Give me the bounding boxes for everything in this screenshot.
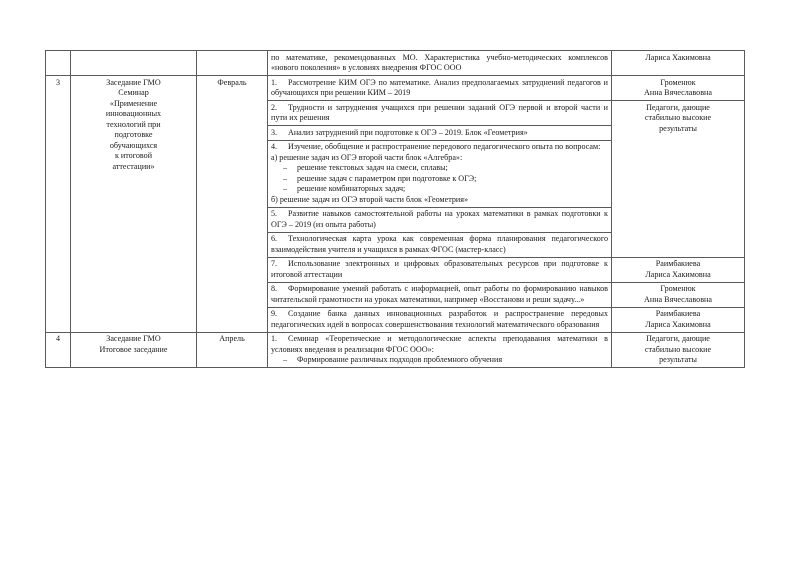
- cell-content: [268, 101, 612, 126]
- theme-line: к итоговой: [114, 151, 153, 161]
- bullet-text: решение текстовых задач на смеси, сплавы;: [297, 163, 448, 173]
- item-text: Трудности и затруднения учащихся при решении заданий ОГЭ первой и второй части и пути их решения: [271, 102, 608, 123]
- theme-line: аттестации»: [112, 161, 155, 171]
- cell-content: [268, 76, 612, 101]
- responsible-name: Лариса Хакимовна: [645, 269, 711, 279]
- dash-icon: –: [283, 173, 288, 183]
- content-paragraph: [271, 234, 608, 255]
- content-paragraph: [271, 142, 608, 153]
- cell-content: [268, 126, 612, 141]
- row-number: 4: [55, 334, 61, 344]
- content-paragraph: [271, 309, 608, 330]
- cell-content: [268, 232, 612, 257]
- responsible-name: результаты: [659, 355, 697, 365]
- responsible-name: Анна Вячеславовна: [644, 88, 712, 98]
- content-bullet: [283, 163, 608, 174]
- content-paragraph: [271, 103, 608, 124]
- table-row: [46, 332, 745, 368]
- responsible-name: Лариса Хакимовна: [645, 319, 711, 329]
- responsible-name: стабильно высокие: [644, 344, 712, 354]
- cell-responsible: [612, 257, 745, 282]
- item-number: 1.: [271, 334, 278, 344]
- bullet-text: решение задач с параметром при подготовке к ОГЭ;: [297, 173, 477, 183]
- item-number: 7.: [271, 259, 278, 269]
- theme-line: инновационных: [105, 109, 162, 119]
- cell-month: [197, 332, 268, 368]
- cell-content: [268, 332, 612, 368]
- cell-responsible: [612, 307, 745, 332]
- cell-content: [268, 140, 612, 207]
- content-bullet: [283, 173, 608, 185]
- row-number: 3: [55, 77, 61, 87]
- content-paragraph: [271, 259, 608, 280]
- bullet-text: решение комбинаторных задач;: [297, 184, 406, 194]
- content-paragraph: по математике, рекомендованных МО. Характеристика учебно-методических комплексов «нового поколения» в условиях внедрения ФГОС ООО: [271, 52, 608, 73]
- theme-line: подготовке: [114, 130, 153, 140]
- cell-responsible: [612, 101, 745, 258]
- item-text: Семинар «Теоретические и методологические аспекты преподавания математики в условиях введения и реализации ФГОС ООО»:: [271, 334, 608, 354]
- cell-theme: [71, 76, 197, 333]
- cell-content: [268, 307, 612, 332]
- responsible-name: Педагоги, дающие: [646, 102, 710, 112]
- content-subitem-a: а) решение задач из ОГЭ второй части блок «Алгебра»:: [271, 152, 463, 162]
- cell-responsible: [612, 51, 745, 76]
- month-label: Февраль: [217, 77, 247, 87]
- responsible-name: Раимбакиева: [655, 259, 701, 269]
- responsible-name: Громенюк: [660, 77, 696, 87]
- item-text: Использование электронных и цифровых образовательных ресурсов при подготовке к итоговой аттестации: [271, 259, 608, 279]
- content-paragraph: [271, 334, 608, 355]
- item-number: 4.: [271, 142, 278, 152]
- item-text: Изучение, обобщение и распространение передового педагогического опыта по вопросам:: [288, 142, 601, 152]
- item-number: 1.: [271, 77, 278, 87]
- responsible-name: Лариса Хакимовна: [645, 52, 711, 62]
- item-text: Технологическая карта урока как современная форма планирования педагогического взаимодействия учителя и учащихся в рамках ФГОС (мастер-класс): [271, 234, 608, 254]
- work-plan-table: [45, 50, 745, 368]
- cell-responsible: [612, 332, 745, 368]
- theme-line: «Применение: [109, 98, 158, 108]
- dash-icon: –: [283, 163, 288, 173]
- cell-content: [268, 257, 612, 282]
- item-text: Анализ затруднений при подготовке к ОГЭ – 2019. Блок «Геометрия»: [288, 127, 528, 137]
- cell-content: [268, 51, 612, 76]
- table-row: [46, 51, 745, 76]
- theme-line: технологий при: [106, 119, 161, 129]
- theme-line: Итоговое заседание: [99, 344, 168, 354]
- cell-month: [197, 51, 268, 76]
- dash-icon: –: [283, 184, 288, 194]
- content-bullet: [283, 355, 608, 366]
- content-paragraph: [271, 78, 608, 99]
- responsible-name: Анна Вячеславовна: [644, 294, 712, 304]
- item-text: Формирование умений работать с информацией, опыт работы по формированию навыков читательской грамотности на уроках математики, например «Восстанови и реши задачу...»: [271, 284, 608, 304]
- item-text: Рассмотрение КИМ ОГЭ по математике. Анализ предполагаемых затруднений педагогов и обучающихся при решении КИМ – 2019: [271, 77, 608, 98]
- responsible-name: результаты: [659, 123, 697, 133]
- content-paragraph: [271, 128, 608, 139]
- cell-responsible: [612, 282, 745, 307]
- responsible-name: стабильно высокие: [644, 113, 712, 123]
- item-number: 8.: [271, 284, 278, 294]
- cell-number: [46, 332, 71, 368]
- month-label: Апрель: [219, 334, 245, 344]
- cell-number: [46, 51, 71, 76]
- theme-line: Заседание ГМО: [106, 77, 161, 87]
- cell-responsible: [612, 76, 745, 101]
- responsible-name: Раимбакиева: [655, 309, 701, 319]
- item-number: 5.: [271, 209, 278, 219]
- responsible-name: Педагоги, дающие: [646, 334, 710, 344]
- content-bullet: [283, 184, 608, 195]
- item-text: Развитие навыков самостоятельной работы на уроках математики в рамках подготовки к ОГЭ – 2019 (из опыта работы): [271, 209, 608, 229]
- bullet-text: Формирование различных подходов проблемного обучения: [297, 355, 503, 365]
- cell-number: [46, 76, 71, 333]
- content-subitem-b: б) решение задач из ОГЭ второй части блок «Геометрия»: [271, 194, 469, 204]
- theme-line: обучающихся: [109, 140, 158, 150]
- item-number: 9.: [271, 309, 278, 319]
- item-number: 2.: [271, 102, 278, 112]
- content-paragraph: [271, 209, 608, 230]
- item-number: 6.: [271, 234, 278, 244]
- dash-icon: –: [283, 355, 288, 365]
- table-row: [46, 76, 745, 101]
- item-text: Создание банка данных инновационных разработок и распространение передовых педагогических идей в вопросах совершенствования технологий математического образования: [271, 309, 608, 329]
- cell-theme: [71, 332, 197, 368]
- cell-content: [268, 207, 612, 232]
- theme-line: Заседание ГМО: [106, 334, 161, 344]
- cell-theme: [71, 51, 197, 76]
- item-number: 3.: [271, 127, 278, 137]
- cell-month: [197, 76, 268, 333]
- cell-content: [268, 282, 612, 307]
- theme-line: Семинар: [118, 88, 149, 98]
- responsible-name: Громенюк: [660, 284, 696, 294]
- content-paragraph: [271, 284, 608, 305]
